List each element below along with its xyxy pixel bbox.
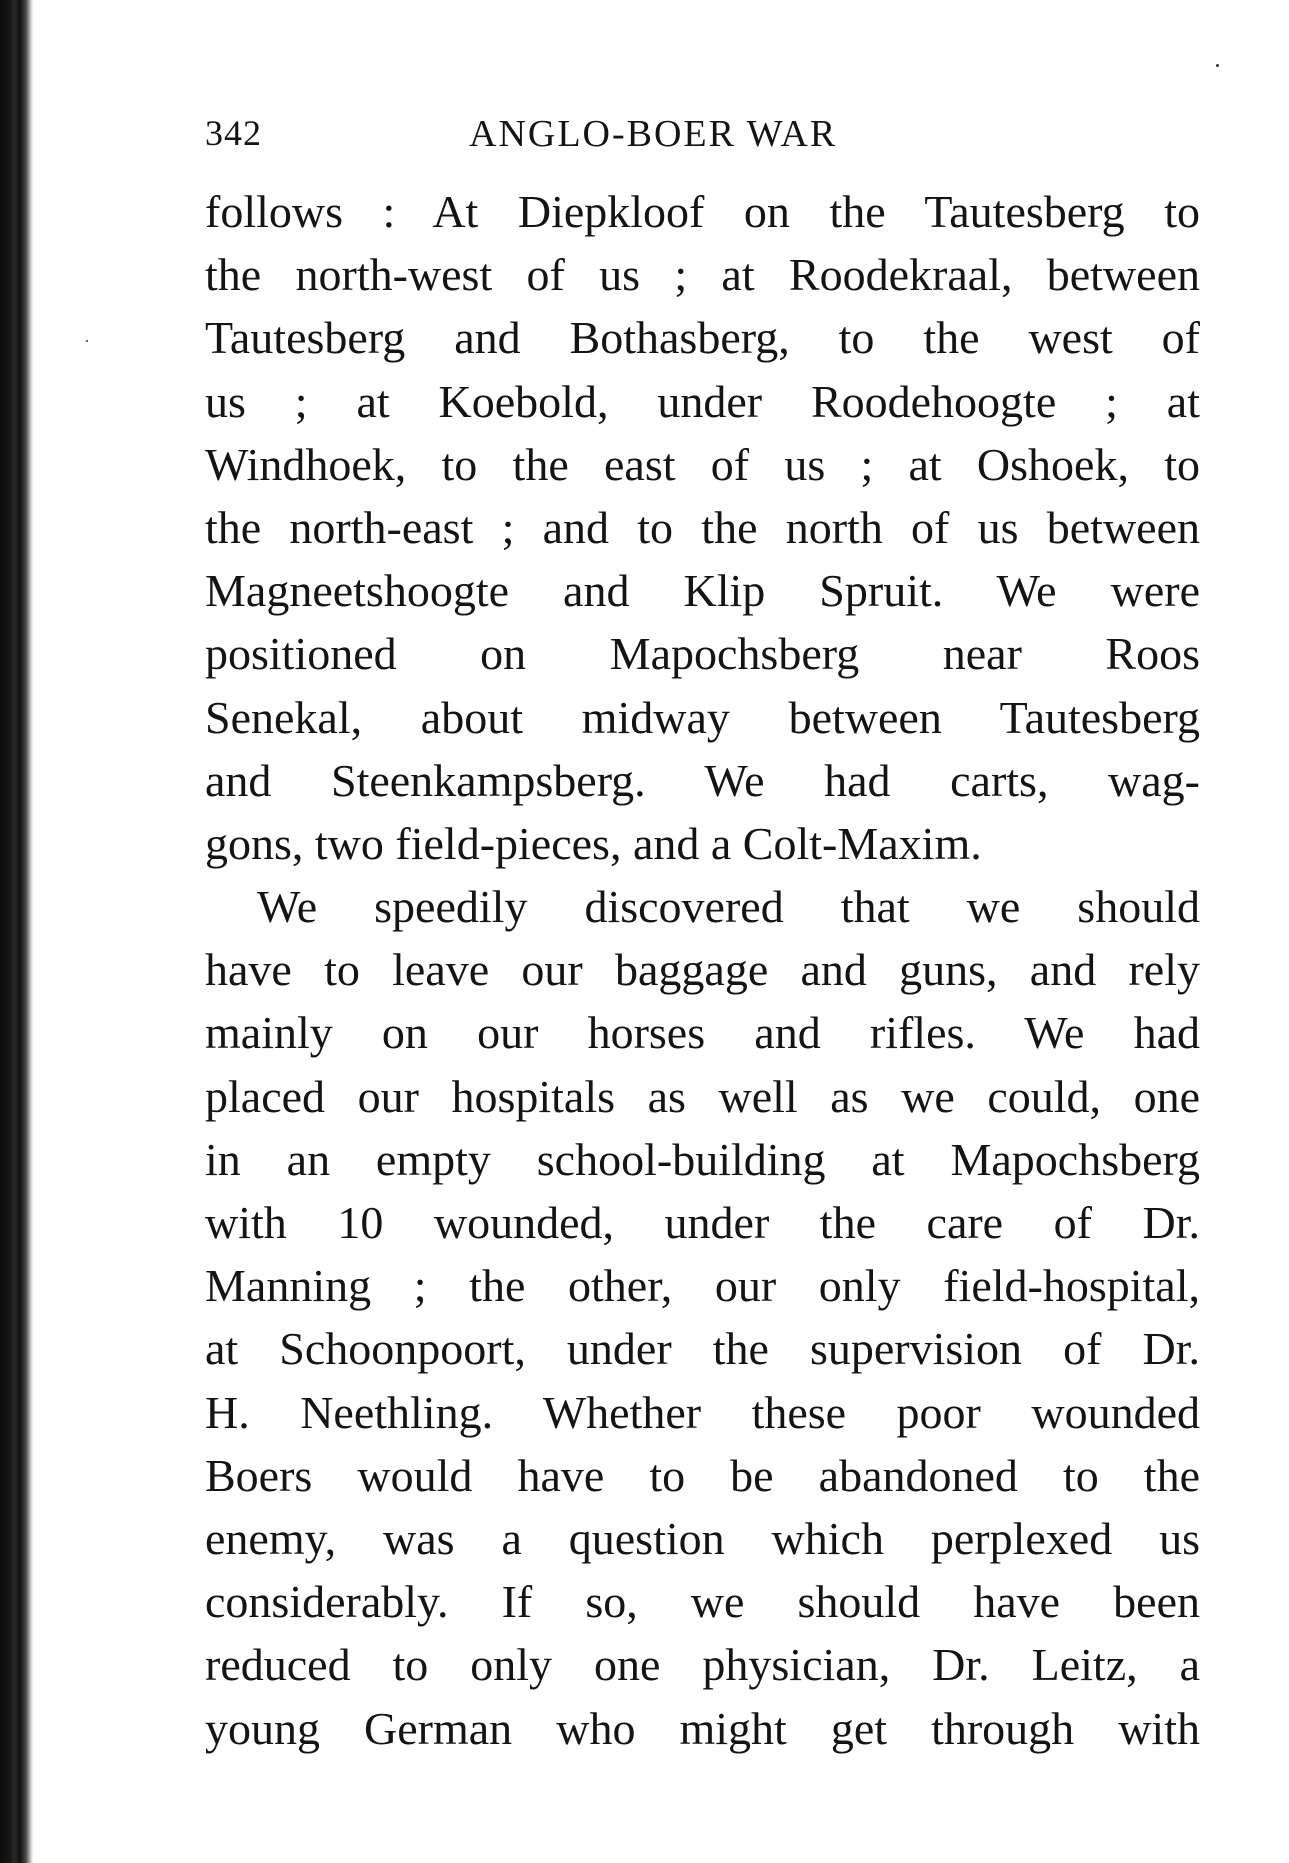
page-number: 342: [205, 113, 262, 153]
text-line: the north-east ; and to the north of us between: [205, 501, 1200, 553]
text-line: and Steenkampsberg. We had carts, wag-: [205, 754, 1200, 806]
text-line: us ; at Koebold, under Roodehoogte ; at: [205, 375, 1200, 427]
text-line: in an empty school-building at Mapochsberg: [205, 1133, 1200, 1185]
text-line: follows : At Diepkloof on the Tautesberg to: [205, 186, 1200, 237]
text-line: enemy, was a question which perplexed us: [205, 1512, 1200, 1564]
paragraph-2: [205, 875, 1200, 1760]
text-line: We speedily discovered that we should: [257, 881, 1200, 933]
running-title: ANGLO-BOER WAR: [469, 113, 838, 155]
text-line: positioned on Mapochsberg near Roos: [205, 628, 1200, 680]
scan-speck: [1216, 64, 1219, 67]
text-line: Windhoek, to the east of us ; at Oshoek, to: [205, 438, 1200, 490]
running-head: [205, 112, 1205, 162]
text-line: the north-west of us ; at Roodekraal, between: [205, 249, 1200, 301]
text-line: Senekal, about midway between Tautesberg: [205, 691, 1200, 743]
binding-edge: [0, 0, 34, 1863]
text-line: young German who might get through with: [205, 1702, 1200, 1754]
text-line: mainly on our horses and rifles. We had: [205, 1007, 1200, 1059]
text-line: gons, two field-pieces, and a Colt-Maxim.: [205, 817, 982, 869]
text-line: with 10 wounded, under the care of Dr.: [205, 1197, 1200, 1248]
text-line: H. Neethling. Whether these poor wounded: [205, 1386, 1200, 1438]
text-line: placed our hospitals as well as we could, one: [205, 1070, 1200, 1122]
text-block: [205, 180, 1200, 1760]
text-line: Manning ; the other, our only field-hospital,: [205, 1260, 1200, 1312]
paragraph-1: [205, 180, 1200, 875]
text-line: at Schoonpoort, under the supervision of Dr.: [205, 1323, 1200, 1375]
text-line: reduced to only one physician, Dr. Leitz, a: [205, 1639, 1200, 1691]
text-line: Tautesberg and Bothasberg, to the west of: [205, 312, 1200, 364]
text-line: Magneetshoogte and Klip Spruit. We were: [205, 565, 1200, 617]
text-line: considerably. If so, we should have been: [205, 1576, 1200, 1628]
text-line: have to leave our baggage and guns, and rely: [205, 944, 1200, 996]
scan-speck: [86, 340, 88, 342]
text-line: Boers would have to be abandoned to the: [205, 1449, 1200, 1501]
